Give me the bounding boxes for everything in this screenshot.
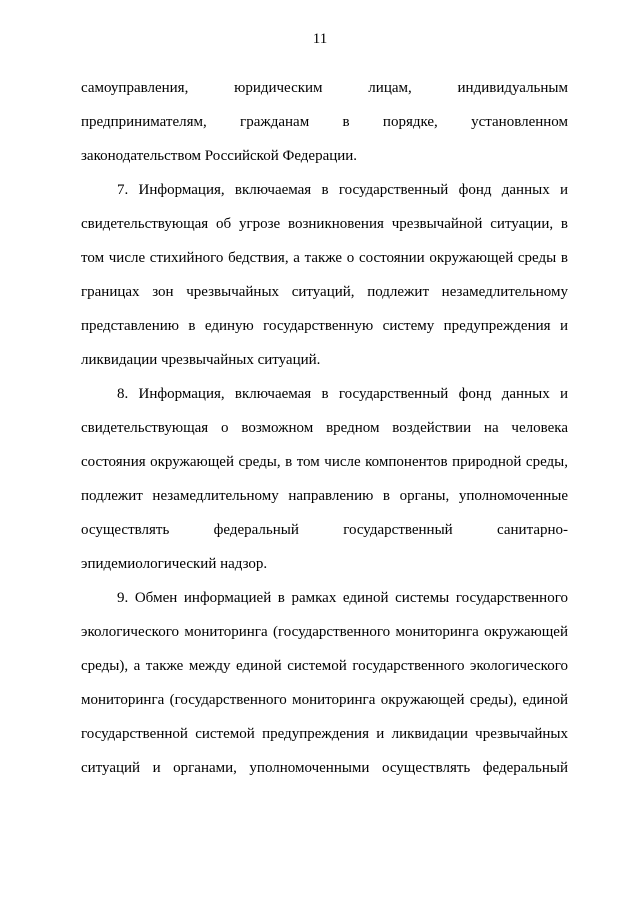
text-line: свидетельствующая об угрозе возникновения чрезвычайной ситуации, в (81, 216, 568, 232)
paragraph-9-start: 9. Обмен информацией в рамках единой системы государственного (117, 590, 568, 606)
paragraph-7-start: 7. Информация, включаемая в государственный фонд данных и (117, 182, 568, 198)
text-line: эпидемиологический надзор. (81, 556, 268, 572)
text-line: самоуправления, юридическим лицам, индивидуальным (81, 80, 568, 96)
text-line: экологического мониторинга (государственного мониторинга окружающей (81, 624, 568, 640)
text-line: состояния окружающей среды, в том числе компонентов природной среды, (81, 454, 568, 470)
text-line: свидетельствующая о возможном вредном воздействии на человека (81, 420, 568, 436)
text-line: подлежит незамедлительному направлению в органы, уполномоченные (81, 488, 568, 504)
text-line: среды), а также между единой системой государственного экологического (81, 658, 568, 674)
text-line: предпринимателям, гражданам в порядке, установленном (81, 114, 568, 130)
text-line: том числе стихийного бедствия, а также о состоянии окружающей среды в (81, 250, 568, 266)
page-number: 11 (312, 31, 328, 47)
paragraph-8-start: 8. Информация, включаемая в государственный фонд данных и (117, 386, 568, 402)
text-line: мониторинга (государственного мониторинга окружающей среды), единой (81, 692, 568, 708)
text-line: представлению в единую государственную систему предупреждения и (81, 318, 568, 334)
text-line: ситуаций и органами, уполномоченными осуществлять федеральный (81, 760, 568, 776)
text-line: государственной системой предупреждения и ликвидации чрезвычайных (81, 726, 568, 742)
text-line: осуществлять федеральный государственный санитарно- (81, 522, 568, 538)
text-line: ликвидации чрезвычайных ситуаций. (81, 352, 321, 368)
text-line: законодательством Российской Федерации. (81, 148, 358, 164)
text-line: границах зон чрезвычайных ситуаций, подлежит незамедлительному (81, 284, 568, 300)
